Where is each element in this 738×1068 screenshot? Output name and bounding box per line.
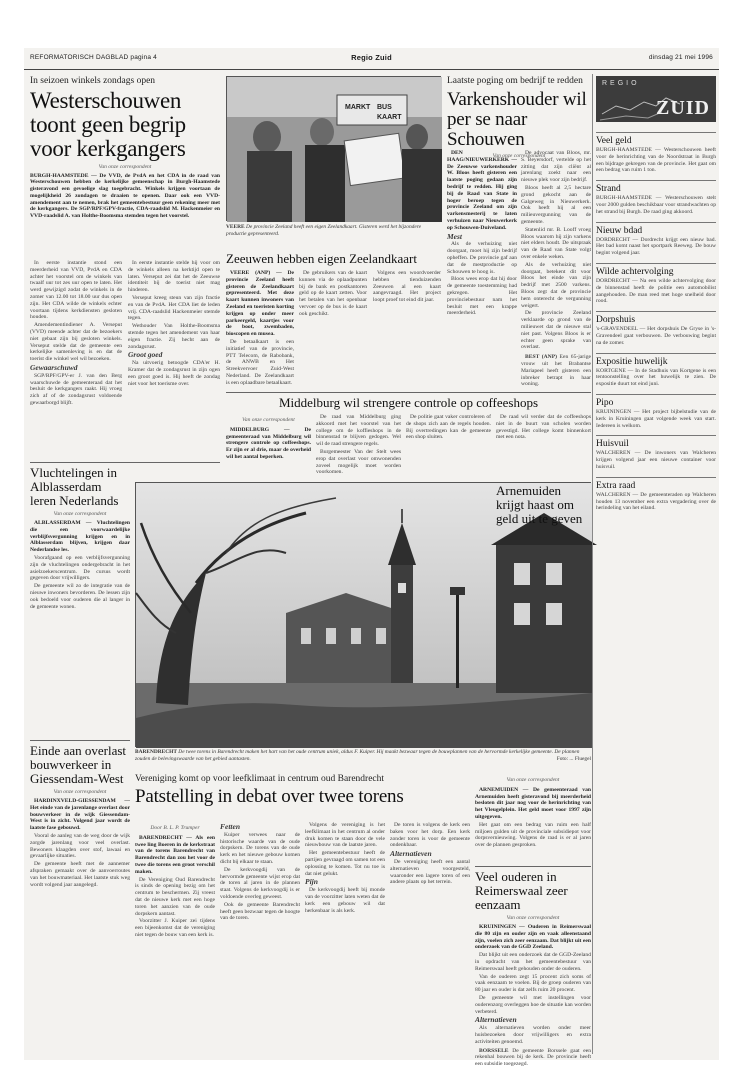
brief-item bbox=[596, 222, 716, 257]
brief-item bbox=[596, 394, 716, 429]
article-paragraph: Van de ouderen zegt 15 procent zich soms of vaak eenzaam te voelen. Bij de groep ouderen van 80 jaar en ouder is dat zelfs ruim 20 procent. bbox=[475, 973, 591, 994]
article-paragraph: Bloos wees erop dat hij door de gemeente toestemming had gekregen. Het provinciebestuur nam het besluit met een krappe meerderheid. bbox=[447, 276, 517, 317]
article-paragraph: Bloos heeft al 2,5 hectare grond gekocht aan de Galgeweg in Nieuwerkerk. Ook heeft hij al een milieuvergunning van de gemeente. bbox=[521, 184, 591, 225]
article-paragraph: Het gemeentebestuur heeft de partijen gevraagd om samen tot een oplossing te komen. Tot nu toe is dat niet gelukt. bbox=[305, 850, 385, 877]
article-paragraph: Als de verhuizing niet doorgaat, betekent dit voor Bloos het einde van zijn bedrijf met 2500 varkens. Bloos zegt dat de provincie hem onterecht de vergunning weigert. bbox=[521, 261, 591, 309]
article-barendrecht-head bbox=[135, 774, 470, 820]
article-lead: MIDDELBURG — De gemeenteraad van Middelburg wil strengere controle op coffeeshops. Er zijn er al drie, maar de overheid wil het aantal beperken. bbox=[226, 426, 311, 460]
article-barendrecht-col3 bbox=[305, 822, 385, 1054]
photo-zeelandkaart-caption bbox=[226, 224, 441, 250]
article-paragraph: Na uitvoerig betoogde CDA'er H. Kramer dat de zondagsrust in zijn ogen een groot goed is. Hij heeft de zondag niet voor het toerisme over. bbox=[128, 360, 220, 387]
photo-zeelandkaart-image bbox=[227, 77, 442, 222]
briefs-column bbox=[596, 126, 716, 1054]
article-byline: Van onze correspondent bbox=[506, 777, 560, 783]
brief-text: WALCHEREN — De gemeenteraden op Walcheren houden 13 november een extra vergadering over de herindeling van het eiland. bbox=[596, 491, 716, 512]
article-headline: Arnemuiden krijgt haast om geld uit te geven bbox=[496, 483, 583, 526]
article-middelburg-head bbox=[226, 396, 591, 412]
article-lead: BARENDRECHT — Als een twee ling Boeren in de kerkstraat van de torens Barendrecht van Barendrecht dan zou het voor de twee die torens een groot verschil maken. bbox=[135, 834, 215, 875]
article-arnemuiden bbox=[496, 484, 591, 674]
column-rule bbox=[592, 74, 593, 1054]
article-zeelandkaart-col1 bbox=[226, 270, 294, 388]
article-subhead: Gewaarschuwd bbox=[30, 362, 78, 372]
article-varkenshouder-col1 bbox=[447, 150, 517, 390]
article-varkenshouder-col2 bbox=[521, 150, 591, 390]
article-paragraph: Verseput kreeg steun van zijn fractie en van de PvdA. Het CDA liet de leden vrij. CDA-raadslid Hackenmeier stemde tegen. bbox=[128, 294, 220, 322]
article-lead: HARDINXVELD-GIESSENDAM — Het einde van de jarenlange overlast door bouwverkeer in de wijk Giessendam-West is in zicht. Volgend jaar wordt de laatste fase gebouwd. bbox=[30, 798, 130, 832]
article-paragraph: Vooral de aanleg van de weg door de wijk zorgde jarenlang voor veel overlast. Bewoners klaagden over stof, lawaai en gevaarlijke situaties. bbox=[30, 832, 130, 860]
article-barendrecht-col4 bbox=[390, 822, 470, 1054]
article-paragraph: De kerkvoogdij van de hervormde gemeente wijst erop dat de toren al jaren in de plannen staat. Volgens de kerkvoogdij is er voldoende overleg geweest. bbox=[220, 866, 300, 900]
article-headline: Einde aan overlast bouwverkeer in Giessendam-West bbox=[30, 743, 127, 786]
article-arnemuiden-body bbox=[475, 774, 591, 864]
article-paragraph: Statenlid mr. B. Looff vroeg Bloos waarom hij zijn varkens niet elders houdt. De uitspraak van de Raad van State volgt over enkele weken. bbox=[521, 226, 591, 260]
brief-item bbox=[596, 477, 716, 512]
brief-text: DORDRECHT — Dordrecht krijgt een nieuw bad. Het bad komt naast het sportpark Reeweg. De bouw begint volgend jaar. bbox=[596, 236, 716, 257]
article-paragraph: Volgens een woordvoerder hebben tienduizenden Zeeuwen al een kaart aangevraagd. Het project loopt proef tot eind dit jaar. bbox=[373, 270, 441, 304]
article-paragraph: Dat blijkt uit een onderzoek dat de GGD-Zeeland in opdracht van het gemeentebestuur van Reimerswaal heeft gehouden onder de ouderen. bbox=[475, 952, 591, 972]
section-rule bbox=[447, 392, 591, 393]
article-kicker: In seizoen winkels zondags open bbox=[30, 76, 156, 86]
article-headline: Veel ouderen in Reimerswaal zeer eenzaam bbox=[475, 869, 568, 912]
running-head-date: dinsdag 21 mei 1996 bbox=[648, 54, 713, 61]
running-head-left: REFORMATORISCH DAGBLAD pagina 4 bbox=[30, 54, 157, 61]
article-paragraph: In eerste instantie stond een meerderheid van VVD, PvdA en CDA achter het voorstel om de winkels van twaalf uur tot zes uur open te laten. Het werd gewijzigd zodat de winkels in de zomer van 12.00 tot 18.00 uur dus open zijn. Het CDA wilde de winkels echter voortaan tijdens kerkdiensten gesloten houden. bbox=[30, 260, 122, 321]
brief-item bbox=[596, 180, 716, 215]
article-paragraph: Als alternatieven worden onder meer huisbezoeken door vrijwilligers en extra activiteiten genoemd. bbox=[475, 1025, 591, 1045]
article-giessendam bbox=[30, 744, 130, 1054]
article-subhead: Pijn bbox=[305, 877, 318, 887]
svg-text:MARKT: MARKT bbox=[345, 104, 371, 111]
article-middelburg-col4 bbox=[496, 414, 591, 480]
brief-headline: Dorpshuis bbox=[596, 311, 716, 326]
article-byline: Van onze correspondent bbox=[98, 163, 152, 170]
article-subhead: Alternatieven bbox=[390, 849, 432, 859]
article-middelburg-col2 bbox=[316, 414, 401, 480]
article-paragraph: De vereniging heeft een aantal alternatieven voorgesteld, waaronder een lagere toren of een andere plaats op het terrein. bbox=[390, 858, 470, 886]
brief-item bbox=[596, 132, 716, 174]
article-paragraph: VEERE (ANP) — De provincie Zeeland heeft gisteren de Zeelandkaart gepresenteerd. Met deze kaart kunnen inwoners van Zeeland en toeristen korting krijgen op onder meer parkeergeld, kaartjes voor de boot, zwembaden, bioscopen en musea. bbox=[226, 270, 294, 338]
article-barendrecht-col2 bbox=[220, 822, 300, 1054]
article-paragraph: De gemeente wil met instellingen voor ouderenzorg overleggen hoe de situatie kan worden verbeterd. bbox=[475, 994, 591, 1015]
running-head-section: Regio Zuid bbox=[351, 53, 392, 62]
caption-lead: BARENDRECHT bbox=[135, 749, 177, 755]
brief-text: Een 65-jarige vrouw uit het Brabantse Mariapeel heeft gisteren een inbreker betrapt in haar woning. bbox=[521, 354, 591, 388]
brief-text: 's-GRAVENDEEL — Het dorpshuis De Gryse in 's-Gravendeel gaat verbouwen. De verbouwing begint na de zomer. bbox=[596, 326, 716, 346]
article-paragraph: Amendementindiener A. Verseput (VVD) meende achter dat de bezoekers niet gebaat zijn bij gesloten winkels. Verseput stelde dat de gemeente een kerkelijke samenleving is en dat de toerist die winkel wel wil bezoeken. bbox=[30, 322, 122, 363]
article-paragraph: De Vereniging Oud Barendrecht is sinds de opening bezig om het centrum te beschermen. Zij vreest dat de nieuwe kerk met een hoge toren het aanzien van de oude dorpskern aantast. bbox=[135, 876, 215, 917]
article-byline: Van onze correspondent bbox=[492, 152, 546, 159]
newspaper-page bbox=[24, 48, 719, 1068]
article-varkenshouder-head bbox=[447, 76, 591, 159]
article-paragraph: Wethouder Van Holthe-Boomsma stemde tegen het amendement van haar eigen fractie. Zij hecht aan de zondagsrust. bbox=[128, 323, 220, 350]
article-subhead: Alternatieven bbox=[475, 1015, 517, 1025]
article-paragraph: Voorafgaand op een verblijfsvergunning zijn de vluchtelingen ondergebracht in het asielzoekerscentrum. De cursus wordt gegeven door vrijwilligers. bbox=[30, 554, 130, 582]
article-paragraph: De gemeente wil zo de integratie van de nieuwe inwoners bevorderen. De lessen zijn ook bedoeld voor ouderen die al langer in de gemeente wonen. bbox=[30, 583, 130, 610]
brief-headline: Extra raad bbox=[596, 477, 716, 492]
article-zeelandkaart-col3 bbox=[373, 270, 441, 388]
section-rule bbox=[30, 462, 220, 463]
svg-text:KAART: KAART bbox=[377, 114, 402, 121]
brief-headline: Huisvuil bbox=[596, 435, 716, 450]
article-byline: Door B. L. P. Trumper bbox=[150, 825, 200, 831]
article-subhead: Mest bbox=[447, 231, 462, 241]
article-lead: ARNEMUIDEN — De gemeenteraad van Arnemuiden heeft gisteravond bij meerderheid besloten dit jaar nog voor de herinrichting van het Vleugelplein. Het geld moet voor 1997 zijn uitgegeven. bbox=[475, 786, 591, 820]
photo-barendrecht-caption bbox=[135, 749, 591, 769]
article-headline: Middelburg wil strengere controle op coffeeshops bbox=[278, 395, 539, 410]
article-paragraph: SGP/RPF/GPV-er J. van den Berg waarschuwde de gemeenteraad dat het besluit de kerkgangers raakt. Hij vroeg zich af of de zondagsrust voldoende gewaarborgd blijft. bbox=[30, 372, 122, 406]
article-paragraph: De raad wil verder dat de coffeeshops niet in de buurt van scholen worden gevestigd. Het college komt binnenkort met een nota. bbox=[496, 414, 591, 441]
article-westerschouwen-col1 bbox=[30, 260, 122, 460]
article-headline: Varkenshouder wil per se naar Schouwen bbox=[447, 88, 587, 150]
article-byline: Van onze correspondent bbox=[242, 417, 295, 423]
regio-subtitle: ZUID bbox=[655, 97, 710, 119]
caption-lead: VEERE bbox=[226, 224, 245, 230]
article-paragraph: Kuiper verwees naar de historische waarde van de oude dorpskern. De torens van de oude kerk en het nieuwe gebouw komen dicht bij elkaar te staan. bbox=[220, 831, 300, 865]
article-barendrecht-col1 bbox=[135, 822, 215, 1054]
article-kicker: Vereniging komt op voor leefklimaat in centrum oud Barendrecht bbox=[135, 774, 385, 784]
article-zeelandkaart-head bbox=[226, 252, 441, 268]
brief-item bbox=[596, 435, 716, 470]
caption-text: De gemeente Borssele gaat een rekenhal bouwen bij de kerk. De provincie heeft een subsidie toegezegd. bbox=[475, 1047, 592, 1068]
brief-item bbox=[596, 263, 716, 305]
brief-headline: Wilde achtervolging bbox=[596, 263, 716, 278]
section-rule bbox=[30, 740, 130, 741]
article-paragraph: De raad van Middelburg ging akkoord met het voorstel van het college om de koffieshops in de binnenstad te blijven gedogen. Wel wil de raad strengere regels. bbox=[316, 414, 401, 448]
photo-credit: Foto: ... Fluegel bbox=[556, 755, 591, 762]
brief-headline: Nieuw bdad bbox=[596, 222, 716, 237]
article-lead: ALBLASSERDAM — Vluchtelingen die een voorwaardelijke verblijfsvergunning krijgen en in Alblasserdam blijven, krijgen daar Nederlandse les. bbox=[30, 520, 130, 554]
brief-text: KRUININGEN — Het project bijbelstudie van de kerk in Kruiningen gaat volgende week van start. Iedereen is welkom. bbox=[596, 408, 716, 429]
article-headline: Zeeuwen hebben eigen Zeelandkaart bbox=[226, 251, 417, 266]
article-middelburg-col3 bbox=[406, 414, 491, 480]
article-kicker: Laatste poging om bedrijf te redden bbox=[447, 76, 583, 86]
article-paragraph: De provincie Zeeland verklaarde op grond van de milieuwet dat de nieuwe stal niet past. Volgens Bloos is er echter geen sprake van overlast. bbox=[521, 310, 591, 351]
article-zeelandkaart-col2 bbox=[299, 270, 367, 388]
brief-text: DORDRECHT — Na een wilde achtervolging door de binnenstad heeft de politie een automobilist aangehouden. De man reed met hoge snelheid door rood. bbox=[596, 277, 716, 305]
article-middelburg-col1 bbox=[226, 414, 311, 480]
running-head bbox=[24, 48, 719, 70]
article-paragraph: Als de verhuizing niet doorgaat, moet hij zijn bedrijf opheffen. De provincie gaf aan dat de mestproductie op Schouwen te hoog is. bbox=[447, 241, 517, 275]
article-byline: Van onze correspondent bbox=[53, 511, 107, 517]
article-westerschouwen-col2 bbox=[128, 260, 220, 460]
brief-text: BURGH-HAAMSTEDE — Westerschouwen stelt voor 2000 gulden beschikbaar voor strandwachten op het strand bij Burgh. De raad ging akkoord. bbox=[596, 195, 716, 215]
article-paragraph: Volgens de vereniging is het leefklimaat in het centrum al onder druk komen te staan door de vele nieuwbouw van de laatste jaren. bbox=[305, 822, 385, 849]
article-byline: Van onze correspondent bbox=[53, 789, 107, 795]
article-paragraph: De betaalkaart is een initiatief van de provincie, PTT Telecom, de Rabobank, de ANWB en Het Streekvervoer Zuid-West Nederland. De Zeelandkaart is een oplaadbare betaalkaart. bbox=[226, 338, 294, 386]
article-lead: KRUININGEN — Ouderen in Reimerswaal die 80 zijn en ouder zijn en vaak alleenstaand zijn, voelen zich zeer eenzaam. Dat blijkt uit een onderzoek van de GGD Zeeland. bbox=[475, 924, 591, 951]
brief-item bbox=[596, 311, 716, 346]
caption-text: De twee torens in Barendrecht maken het hart van het oude centrum uniek, aldus F. Kuiper. Hij maakt bezwaar tegen de bouwplannen van de hervormde kerkelijke gemeente. De plannen zouden de belevingswaarde van het gebied aantasten. bbox=[135, 749, 580, 762]
regio-title: REGIO bbox=[602, 80, 640, 87]
article-paragraph: De gebruikers van de kaart kunnen via de oplaadpunten bij de bank en postkantoren geld op de kaart zetten. Voor het betalen van het openbaar vervoer op de bus is de kaart ook geschikt. bbox=[299, 270, 367, 317]
article-paragraph: Ook de gemeente Barendrecht heeft geen bezwaar tegen de hoogte van de toren. bbox=[220, 901, 300, 922]
brief-headline: Expositie huwelijk bbox=[596, 353, 716, 368]
article-paragraph: Het gaat om een bedrag van ruim een half miljoen gulden uit de provinciale subsidiepot voor dorpsvernieuwing. Volgens de raad is er al jaren over de plannen gesproken. bbox=[475, 821, 591, 849]
article-paragraph: Burgemeester Van der Stelt wees erop dat overlast voor omwonenden zoveel mogelijk moet worden voorkomen. bbox=[316, 448, 401, 476]
article-paragraph: De gemeente heeft met de aannemer afspraken gemaakt over de aanvoerroutes van het bouwmateriaal. Het laatste stuk weg wordt volgend jaar aangelegd. bbox=[30, 861, 130, 888]
article-paragraph: De advocaat van Bloos, mr. S. Beyersdorf, vertelde op het zitting dat zijn cliënt al jarenlang zoekt naar een nieuwe plek voor zijn bedrijf. bbox=[521, 150, 591, 184]
brief-item bbox=[596, 353, 716, 388]
article-lead: DEN HAAG/NIEUWERKERK — De Zeeuwse varkenshouder W. Bloos heeft gisteren een laatste poging gedaan zijn bedrijf te redden. Hij ging bij de Raad van State in hoger beroep tegen de provincie Zeeland om zijn varkensmesterij te laten verhuizen naar Nieuwerkerk op Schouwen-Duiveland. bbox=[447, 150, 517, 231]
brief-text: BURGH-HAAMSTEDE — Westerschouwen heeft voor de herinrichting van de Noordstraat in Burgh een bijdrage gekregen van de provincie. Het gaat om een bedrag van ruim 1 ton. bbox=[596, 147, 716, 174]
article-subhead: Groot goed bbox=[128, 350, 163, 360]
caption-lead: BORSSELE bbox=[479, 1047, 509, 1054]
brief-text: WALCHEREN — De inwoners van Walcheren krijgen volgend jaar een nieuwe container voor huisvuil. bbox=[596, 450, 716, 470]
regio-zuid-logo bbox=[596, 76, 716, 122]
article-lead: BURGH-HAAMSTEDE — De VVD, de PvdA en het CDA in de raad van Westerschouwen hebben de kerkelijke gemeenschap in Burgh-Haamstede gisteravond een gevoelige slag toegebracht. Winkels krijgen voortaan de mogelijkheid 26 zondagen te draaien te openen. Daar ook een VVD-amendement aan te nemen, brak het gemeentebestuur geen rekening meer met de kerkgangers. De SGP/RPF/GPV-fractie, CDA-raadslid M. Hackenmeier en VVD-raadslid A. van Holthe-Boomsma stemden tegen het voorstel. bbox=[30, 172, 220, 220]
svg-text:BUS: BUS bbox=[377, 104, 392, 111]
article-paragraph: De politie gaat vaker controleren of de shops zich aan de regels houden. Bij overtredingen kan de gemeente een shop sluiten. bbox=[406, 414, 491, 441]
section-rule bbox=[475, 866, 591, 867]
article-paragraph: Voorzitter J. Kuiper zei tijdens een bijeenkomst dat de vereniging niet tegen de bouw van een kerk is. bbox=[135, 918, 215, 938]
article-westerschouwen bbox=[30, 76, 220, 256]
brief-headline: Pipo bbox=[596, 394, 716, 409]
article-subhead: Fetten bbox=[220, 822, 240, 831]
article-headline: Vluchtelingen in Alblasserdam leren Nederlands bbox=[30, 465, 119, 508]
article-paragraph: In eerste instantie stelde hij voor om de winkels alleen na kerktijd open te laten. Verseput zei dat het de Zeeuwse identiteit bij de toerist niet mag hinderen. bbox=[128, 260, 220, 294]
article-vluchtelingen bbox=[30, 466, 130, 736]
brief-headline: Veel geld bbox=[596, 132, 716, 147]
brief-headline: Strand bbox=[596, 180, 716, 195]
caption-text: De provincie Zeeland heeft een eigen Zeelandkaart. Gisteren werd het bijzondere productie gepresenteerd. bbox=[226, 224, 422, 237]
article-headline: Westerschouwen toont geen begrip voor kerkgangers bbox=[30, 87, 186, 161]
article-headline: Patstelling in debat over twee torens bbox=[135, 785, 404, 807]
photo-zeelandkaart bbox=[226, 76, 441, 221]
brief-text: KORTGENE — In de Stadhuis van Kortgene is een tentoonstelling over het huwelijk te zien. De expositie duurt tot eind juni. bbox=[596, 367, 716, 388]
article-paragraph: De toren is volgens de kerk een baken voor het dorp. Een kerk zonder toren is voor de gemeente ondenkbaar. bbox=[390, 822, 470, 849]
brief-lead: BEST (ANP) bbox=[525, 354, 557, 361]
article-paragraph: De kerkvoogdij heeft bij monde van de voorzitter laten weten dat de kerk een gebouw wil dat herkenbaar is als kerk. bbox=[305, 887, 385, 914]
article-reimerswaal bbox=[475, 869, 592, 1068]
article-byline: Van onze correspondent bbox=[506, 915, 560, 921]
